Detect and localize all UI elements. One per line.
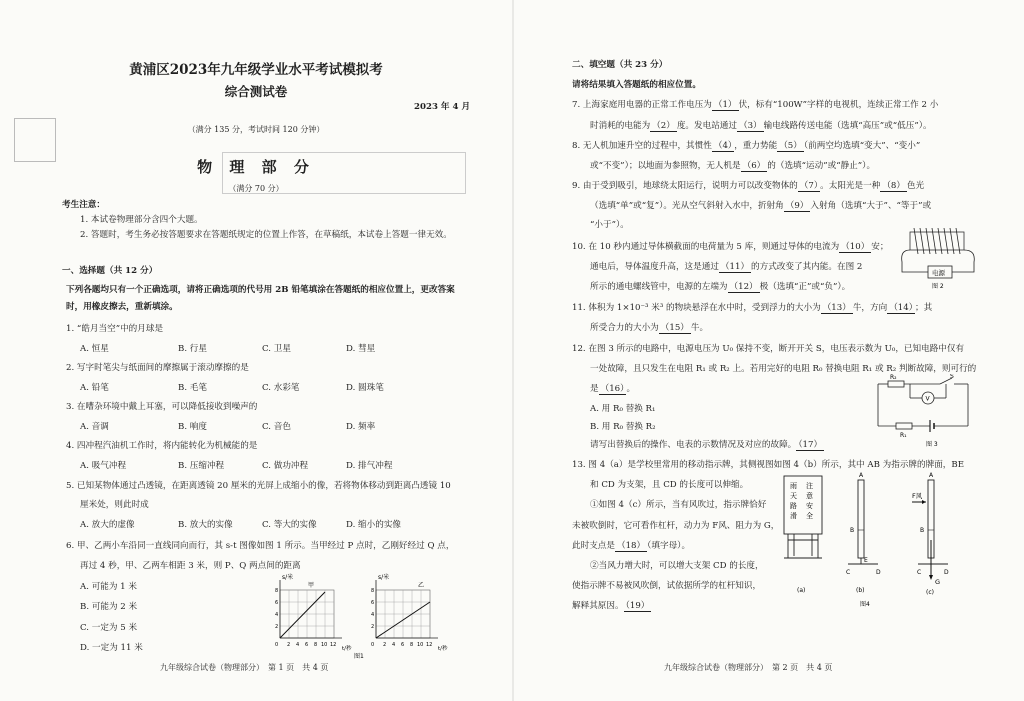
graph-b-xtick: 4 xyxy=(392,642,396,648)
answer-blank-1: （1） xyxy=(713,100,737,110)
answer-blank-13: （13） xyxy=(822,303,851,313)
graph-a-xtick: 2 xyxy=(287,642,291,648)
point-a-label-c: A xyxy=(929,472,934,479)
part1-instr-1: 下列各题均只有一个正确选项，请将正确选项的代号用 2B 铅笔填涂在答题纸的相应位置上，更改答案 xyxy=(66,285,455,295)
q4-stem: 4. 四冲程汽油机工作时，将内能转化为机械能的是 xyxy=(66,441,258,451)
graph-b-xtick: 6 xyxy=(401,642,405,648)
q8-line-1: 8. 无人机加速升空的过程中，其惯性 （4） ，重力势能 （5） （前两空均选填“变大”、“变小” xyxy=(572,141,921,151)
graph-b-ytick: 4 xyxy=(371,612,375,618)
graph-a-ylabel: s/米 xyxy=(282,574,294,581)
point-d-label-c: D xyxy=(944,569,949,576)
q7-line-1: 7. 上海家庭用电器的正常工作电压为 （1） 伏，标有“100W”字样的电视机，连续正常工作 2 小 xyxy=(572,100,939,110)
q4-opt-a: A. 吸气冲程 xyxy=(80,461,127,471)
answer-blank-2: （2） xyxy=(652,121,675,131)
answer-blank-15: （15） xyxy=(660,323,689,333)
figure-4-caption: 图4 xyxy=(860,601,870,608)
answer-blank-10: （10） xyxy=(841,242,870,252)
q1-stem: 1. “皓月当空”中的月球是 xyxy=(66,324,164,334)
q1-opt-b: B. 行星 xyxy=(178,344,207,354)
figure-4 xyxy=(778,470,968,612)
q11-line-1: 11. 体积为 1×10⁻³ 米³ 的物块悬浮在水中时，受到浮力的大小为 （13） 牛，方向 （14） ；其 xyxy=(572,303,933,313)
sign-char: 意 xyxy=(806,492,813,500)
answer-blank-18: （18） xyxy=(616,541,646,551)
point-c-label: C xyxy=(846,569,851,576)
q8-line-2: 或“不变”）；以地面为参照物，无人机是 （6） 的（选填“运动”或“静止”）。 xyxy=(590,161,876,171)
graph-a-xtick: 10 xyxy=(321,642,328,648)
q13-line-2: 和 CD 为支架，且 CD 的长度可以伸缩。 xyxy=(590,480,749,490)
q1-opt-a: A. 恒星 xyxy=(80,344,109,354)
q9-line-2: （选填“单”或“复”）。光从空气斜射入水中，折射角 （9） 入射角（选填“大于”、“等于”或 xyxy=(590,201,932,211)
answer-blank-6: （6） xyxy=(742,161,766,171)
q5-opt-c: C. 等大的实像 xyxy=(262,520,317,530)
q6-stem-1: 6. 甲、乙两小车沿同一直线同向而行，其 s-t 图像如图 1 所示。当甲经过 P 点时，乙刚好经过 Q 点， xyxy=(66,541,455,551)
q1-opt-d: D. 彗星 xyxy=(346,344,376,354)
q3-opt-d: D. 频率 xyxy=(346,422,376,432)
figure-2-caption: 图 2 xyxy=(932,283,944,290)
graph-a-ytick: 8 xyxy=(275,588,279,594)
q13-line-4: 未被吹倒时，它可看作杠杆，动力为 F风、阻力为 G， xyxy=(572,521,780,531)
graph-a-xlabel: t/秒 xyxy=(342,646,352,652)
resistor-r1-label: R₁ xyxy=(900,432,907,439)
q4-opt-c: C. 做功冲程 xyxy=(262,461,309,471)
graph-b-origin: 0 xyxy=(371,642,375,648)
page-2-footer: 九年级综合试卷（物理部分） 第 2 页 共 4 页 xyxy=(664,663,833,672)
st-graph-a xyxy=(275,573,352,652)
exam-info: （满分 135 分，考试时间 120 分钟） xyxy=(187,125,325,134)
notice-2: 2. 答题时，考生务必按答题要求在答题纸规定的位置上作答，在草稿纸，本试卷上答题一律无效。 xyxy=(80,230,452,240)
graph-a-xtick: 12 xyxy=(330,642,337,648)
q5-stem-1: 5. 已知某物体通过凸透镜，在距离透镜 20 厘米的光屏上成缩小的像，若将物体移动到距离凸透镜 10 xyxy=(66,481,451,491)
sign-char: 雨 xyxy=(790,482,797,490)
q13-line-7: 使指示牌不易被风吹倒，试依据所学的杠杆知识， xyxy=(572,581,762,591)
q3-opt-a: A. 音调 xyxy=(80,422,109,432)
q12-opt-a: A. 用 R₀ 替换 R₁ xyxy=(590,404,656,414)
q12-opt-b: B. 用 R₀ 替换 R₂ xyxy=(590,422,656,432)
fig4-label-c: (c) xyxy=(926,589,934,596)
answer-blank-9: （9） xyxy=(785,201,809,211)
part2-title: 二、填空题（共 23 分） xyxy=(572,60,668,70)
graph-a-ytick: 6 xyxy=(275,600,279,606)
exam-date: 2023 年 4 月 xyxy=(414,102,471,112)
notice-1: 1. 本试卷物理部分含四个大题。 xyxy=(80,215,203,225)
q5-opt-b: B. 放大的实像 xyxy=(178,520,233,530)
point-c-label-c: C xyxy=(917,569,922,576)
answer-blank-3: （3） xyxy=(739,121,762,131)
q12-line-4: 请写出替换后的操作、电表的示数情况及对应的故障。 （17） xyxy=(590,440,823,450)
q9-line-1: 9. 由于受到吸引，地球绕太阳运行，说明力可以改变物体的 （7） 。太阳光是一种 （8） 色光 xyxy=(572,181,925,191)
q6-opt-c: C. 一定为 5 米 xyxy=(80,623,138,633)
gravity-label: G xyxy=(935,578,941,586)
graph-b-xtick: 10 xyxy=(417,642,424,648)
graph-b-xlabel: t/秒 xyxy=(438,646,448,652)
sign-char: 路 xyxy=(790,502,797,510)
q6-opt-b: B. 可能为 2 米 xyxy=(80,602,138,612)
graph-b-series-label: 乙 xyxy=(418,582,425,589)
point-e-label: E xyxy=(864,557,868,564)
q3-opt-c: C. 音色 xyxy=(262,422,291,432)
q12-line-3: 是 （16） 。 xyxy=(590,384,636,394)
graph-a-origin: 0 xyxy=(275,642,279,648)
exam-page-2 xyxy=(514,0,1024,701)
answer-blank-8: （8） xyxy=(882,181,905,191)
point-b-label: B xyxy=(850,527,855,534)
q2-opt-d: D. 圆珠笔 xyxy=(346,383,384,393)
graph-a-xtick: 4 xyxy=(296,642,300,648)
power-source-label: 电源 xyxy=(932,269,945,277)
graph-b-xtick: 12 xyxy=(426,642,433,648)
graph-a-xtick: 6 xyxy=(305,642,309,648)
q6-stem-2: 再过 4 秒，甲、乙两车相距 3 米，则 P、Q 两点间的距离 xyxy=(80,561,301,571)
fig4-sign-a xyxy=(784,476,822,594)
graph-b-ylabel: s/米 xyxy=(378,574,390,581)
q4-opt-b: B. 压缩冲程 xyxy=(178,461,225,471)
answer-blank-7: （7） xyxy=(799,181,819,191)
q5-stem-2: 厘米处，则此时成 xyxy=(80,500,149,510)
graph-b-ytick: 6 xyxy=(371,600,375,606)
point-b-label-c: B xyxy=(920,527,925,534)
part2-instr: 请将结果填入答题纸的相应位置。 xyxy=(572,80,701,90)
graph-a-series-label: 甲 xyxy=(308,582,315,589)
part1-instr-2: 时，用橡皮擦去，重新填涂。 xyxy=(66,302,178,312)
graph-b-ytick: 2 xyxy=(371,624,375,630)
figure-1-caption: 图1 xyxy=(354,653,364,660)
answer-blank-14: （14） xyxy=(889,303,914,313)
q12-line-2: 一处故障，且只发生在电阻 R₁ 或 R₂ 上。若用完好的电阻 R₀ 替换电阻 R₁ 或 R₂ 判断故障，则可行的 xyxy=(590,364,977,374)
q7-line-2: 时消耗的电能为 （2） 度。发电站通过 （3） 输电线路传送电能（选填“高压”或“低压”）。 xyxy=(590,121,932,131)
q2-opt-b: B. 毛笔 xyxy=(178,383,207,393)
switch-s-label: S xyxy=(950,374,954,380)
answer-blank-19: （19） xyxy=(625,601,650,611)
figure-3-caption: 图 3 xyxy=(926,441,938,448)
q9-line-3: “小于”）。 xyxy=(590,220,629,230)
q2-stem: 2. 写字时笔尖与纸面间的摩擦属于滚动摩擦的是 xyxy=(66,363,249,373)
q12-line-1: 12. 在图 3 所示的电路中，电源电压为 U₀ 保持不变，断开开关 S，电压表示数为 U₀，已知电路中仅有 xyxy=(572,344,965,354)
q6-opt-d: D. 一定为 11 米 xyxy=(80,643,143,653)
point-d-label: D xyxy=(876,569,881,576)
sign-char: 天 xyxy=(790,492,797,500)
exam-subtitle: 综合测试卷 xyxy=(224,84,288,99)
q2-opt-a: A. 铅笔 xyxy=(80,383,109,393)
graph-a-xtick: 8 xyxy=(314,642,318,648)
sign-char: 安 xyxy=(806,502,813,510)
q10-line-2: 通电后，导体温度升高，这是通过 （11） 的方式改变了其内能。在图 2 xyxy=(590,262,863,272)
wind-force-label: F风 xyxy=(912,492,923,500)
graph-b-xtick: 8 xyxy=(410,642,414,648)
sign-char: 全 xyxy=(806,512,813,520)
q13-line-6: ②当风力增大时，可以增大支架 CD 的长度， xyxy=(590,561,764,571)
figure-3-circuit xyxy=(870,374,980,448)
sign-char: 滑 xyxy=(790,512,797,520)
section-name: 物 理 部 分 xyxy=(197,158,315,176)
fig4-label-b: (b) xyxy=(856,587,865,594)
figure-2-solenoid xyxy=(896,222,986,290)
exam-title: 黄浦区2023年九年级学业水平考试模拟考 xyxy=(129,62,383,78)
notice-title: 考生注意： xyxy=(62,200,105,210)
st-graph-b xyxy=(371,573,448,652)
sign-char: 注 xyxy=(806,482,813,490)
fig4-label-a: (a) xyxy=(797,587,806,594)
q3-stem: 3. 在嘈杂环境中戴上耳塞，可以降低接收到噪声的 xyxy=(66,402,258,412)
answer-blank-4: （4） xyxy=(713,141,733,151)
q13-line-5: 此时支点是 （18） （填字母）。 xyxy=(572,541,691,551)
voltmeter-label: V xyxy=(925,395,930,403)
fig4-sideview-b xyxy=(846,472,881,594)
answer-blank-12: （12） xyxy=(729,282,758,292)
q11-line-2: 所受合力的大小为 （15） 牛。 xyxy=(590,323,709,333)
page-1-footer: 九年级综合试卷（物理部分） 第 1 页 共 4 页 xyxy=(160,663,329,672)
q3-opt-b: B. 响度 xyxy=(178,422,207,432)
point-a-label: A xyxy=(859,472,864,479)
q5-opt-a: A. 放大的虚像 xyxy=(80,520,135,530)
answer-blank-16: （16） xyxy=(600,384,625,394)
answer-blank-11: （11） xyxy=(720,262,750,272)
q13-line-8: 解释其原因。 （19） xyxy=(572,601,650,611)
q10-line-1: 10. 在 10 秒内通过导体横截面的电荷量为 5 库，则通过导体的电流为 （10） 安； xyxy=(572,242,889,252)
section-score: （满分 70 分） xyxy=(228,184,284,193)
graph-b-ytick: 8 xyxy=(371,588,375,594)
q13-line-1: 13. 图 4（a）是学校里常用的移动指示牌，其侧视图如图 4（b）所示，其中 AB 为指示牌的牌面，BE xyxy=(572,460,964,470)
fig4-forces-c xyxy=(912,472,949,596)
q6-opt-a: A. 可能为 1 米 xyxy=(80,582,137,592)
answer-blank-5: （5） xyxy=(779,141,802,151)
q1-opt-c: C. 卫星 xyxy=(262,344,291,354)
series-jia-line xyxy=(280,592,325,638)
graph-a-ytick: 4 xyxy=(275,612,279,618)
q2-opt-c: C. 水彩笔 xyxy=(262,383,300,393)
q5-opt-d: D. 缩小的实像 xyxy=(346,520,402,530)
q4-opt-d: D. 排气冲程 xyxy=(346,461,393,471)
graph-b-xtick: 2 xyxy=(383,642,387,648)
part1-title: 一、选择题（共 12 分） xyxy=(62,266,158,276)
answer-blank-17: （17） xyxy=(798,440,823,450)
resistor-r2-label: R₂ xyxy=(890,374,897,381)
figure-1 xyxy=(266,570,466,660)
graph-a-ytick: 2 xyxy=(275,624,279,630)
q13-line-3: ①如图 4（c）所示，当有风吹过，指示牌恰好 xyxy=(590,500,767,510)
q10-line-3: 所示的通电螺线管中，电源的左端为 （12） 极（选填“正”或“负”）。 xyxy=(590,282,851,292)
